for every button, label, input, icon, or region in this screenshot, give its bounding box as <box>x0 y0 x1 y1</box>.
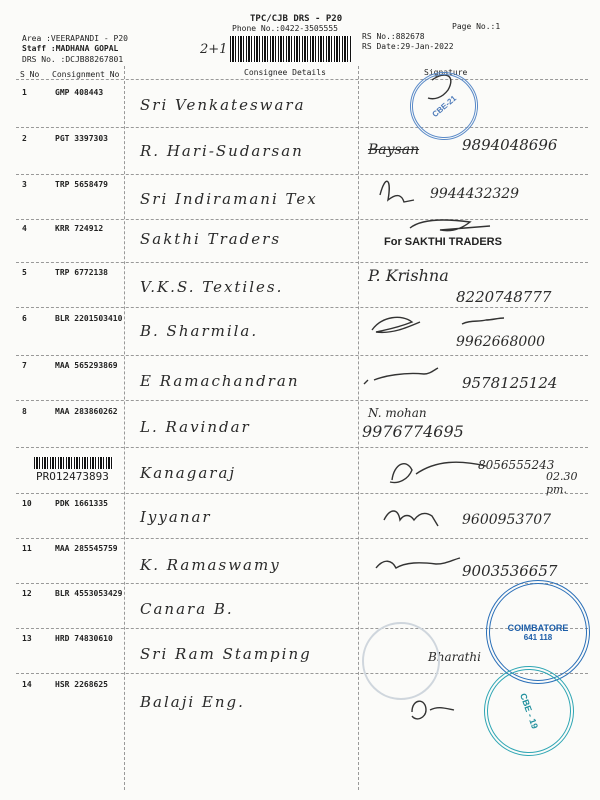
consignment-number: MAA 285545759 <box>55 544 118 553</box>
area-label: Area :VEERAPANDI - P20 <box>22 34 128 43</box>
consignee-name: L. Ravindar <box>140 418 251 436</box>
row-number: 7 <box>22 361 27 370</box>
handwritten-count: 2+1 <box>200 42 228 57</box>
company-seal-text: For SAKTHI TRADERS <box>384 236 502 248</box>
balaji-stamp-code: CBE - 19 <box>517 691 541 731</box>
row-number: 1 <box>22 88 27 97</box>
consignee-name: E Ramachandran <box>140 372 300 390</box>
staff-label: Staff :MADHANA GOPAL <box>22 44 119 53</box>
consignment-number: PDK 1661335 <box>55 499 108 508</box>
consignment-number: HSR 2268625 <box>55 680 108 689</box>
signature-row14 <box>412 701 454 719</box>
receiver-phone: 9578125124 <box>462 374 558 392</box>
signature-row11 <box>376 558 460 568</box>
consignment-number: KRR 724912 <box>55 224 104 233</box>
signature-row3 <box>380 181 414 202</box>
consignee-name: Sri Venkateswara <box>140 96 306 114</box>
consignment-number: MAA 565293869 <box>55 361 118 370</box>
receiver-phone: 9976774695 <box>362 422 464 441</box>
col-sno: S No <box>20 70 40 79</box>
consignee-name: R. Hari-Sudarsan <box>140 142 304 160</box>
delivery-time: 02.30 pm. <box>546 470 578 496</box>
receiver-phone: 9944432329 <box>430 186 520 202</box>
col-signature: Signature <box>424 68 468 77</box>
row-number: 11 <box>22 544 32 553</box>
consignment-number: MAA 283860262 <box>55 407 118 416</box>
signature-row6 <box>372 317 420 332</box>
signature-row10 <box>384 511 438 526</box>
receiver-phone: 8220748777 <box>456 288 552 306</box>
row-number: 14 <box>22 680 32 689</box>
page-number: Page No.:1 <box>452 22 501 31</box>
row-number: 6 <box>22 314 27 323</box>
consignment-number: BLR 4553053429 <box>55 589 123 598</box>
consignee-name: V.K.S. Textiles. <box>140 278 284 296</box>
row-number: 12 <box>22 589 32 598</box>
consignee-name: Iyyanar <box>140 508 212 526</box>
consignee-name: B. Sharmila. <box>140 322 259 340</box>
consignee-name: Sri Indiramani Tex <box>140 190 318 208</box>
consignee-name: Sakthi Traders <box>140 230 282 248</box>
consignment-number: PRO12473893 <box>36 470 109 483</box>
consignee-name: Canara B. <box>140 600 234 618</box>
company-title: TPC/CJB DRS - P20 <box>250 14 343 24</box>
cbe-stamp-code: CBE-21 <box>430 93 458 119</box>
consignment-number: GMP 408443 <box>55 88 104 97</box>
consignment-number: TRP 5658479 <box>55 180 108 189</box>
drs-number: DRS No. :DCJB88267801 <box>22 55 124 64</box>
consignee-name: Balaji Eng. <box>140 693 245 711</box>
consignment-number: HRD 74830610 <box>55 634 113 643</box>
receiver-signature: P. Krishna <box>368 266 449 285</box>
receiver-signature: Baysan <box>368 142 420 158</box>
row-number: 5 <box>22 268 27 277</box>
row-number: 3 <box>22 180 27 189</box>
faded-round-stamp <box>362 622 440 700</box>
receiver-phone: 8056555243 <box>478 458 555 472</box>
receiver-signature: N. mohan <box>368 406 427 420</box>
receiver-phone: 9894048696 <box>462 136 558 154</box>
consignee-name: Kanagaraj <box>140 464 237 482</box>
col-consignment: Consignment No <box>52 70 120 79</box>
consignment-number: PGT 3397303 <box>55 134 108 143</box>
consignee-name: K. Ramaswamy <box>140 556 281 574</box>
canara-stamp-city: COIMBATORE <box>507 622 569 633</box>
receiver-phone: 9600953707 <box>462 512 552 528</box>
receiver-phone: 9003536657 <box>462 562 558 580</box>
consignee-name: Sri Ram Stamping <box>140 645 312 663</box>
signature-row7 <box>364 368 438 384</box>
phone-number: Phone No.:0422-3505555 <box>232 24 338 33</box>
receiver-phone: 9962668000 <box>456 334 546 350</box>
consignment-number: TRP 6772138 <box>55 268 108 277</box>
signature-row6b <box>462 318 504 324</box>
row-number: 13 <box>22 634 32 643</box>
signature-row9 <box>390 462 486 482</box>
canara-stamp-pin: 641 118 <box>523 632 553 642</box>
row-number: 2 <box>22 134 27 143</box>
signature-row4 <box>410 220 490 231</box>
receiver-signature: Bharathi <box>428 650 481 664</box>
col-consignee: Consignee Details <box>244 68 326 77</box>
row-number: 10 <box>22 499 32 508</box>
row-number: 8 <box>22 407 27 416</box>
rs-date: RS Date:29-Jan-2022 <box>362 42 454 51</box>
row-number: 4 <box>22 224 27 233</box>
consignment-number: BLR 2201503410 <box>55 314 123 323</box>
rs-number: RS No.:882678 <box>362 32 425 41</box>
